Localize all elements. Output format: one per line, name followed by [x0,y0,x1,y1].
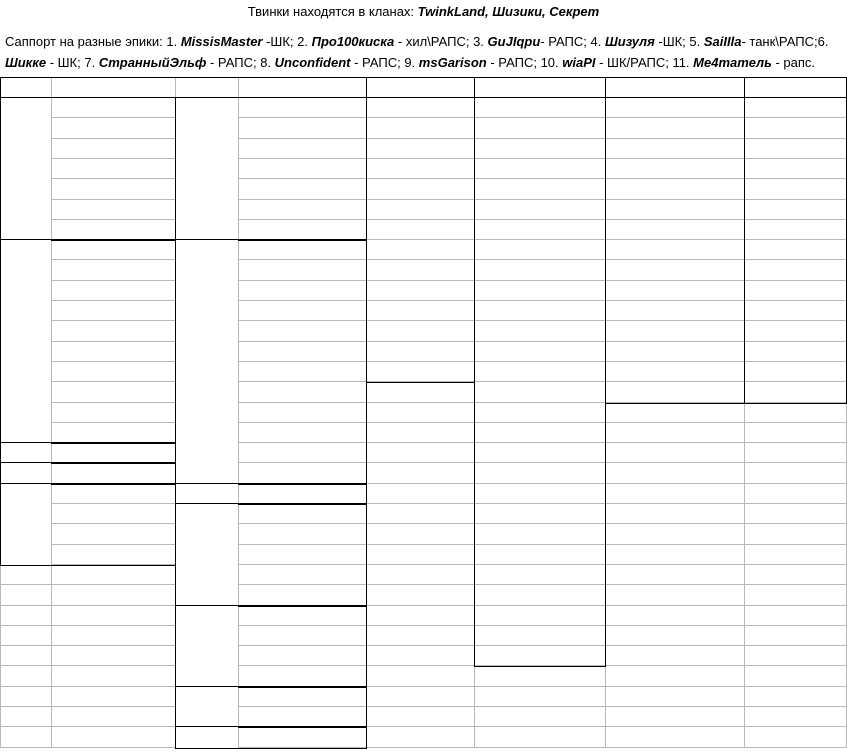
player-name [475,301,605,321]
grid-line [0,645,847,646]
player-name [239,727,366,747]
player-name [606,281,744,301]
player-name [52,98,175,118]
player-name [475,98,605,118]
player-name [239,321,366,341]
player-name [52,139,175,159]
player-name [606,220,744,240]
player-name [52,200,175,220]
player-name [239,524,366,544]
player-name [52,240,175,260]
player-name [52,382,175,402]
player-name [475,423,605,443]
support-role: - РАПС; [540,34,591,49]
support-role: - РАПС; [350,55,405,70]
player-name [239,118,366,138]
player-name [239,342,366,362]
player-name [475,545,605,565]
support-num: 8. [260,55,275,70]
grid-line [0,605,847,606]
group-label [3,240,51,443]
player-name [606,179,744,199]
player-name [745,301,846,321]
column-header-ak [0,78,175,97]
group-label [3,98,51,240]
support-player: GuJIqpu [487,34,541,49]
player-name [239,362,366,382]
player-name [239,200,366,220]
player-name [745,200,846,220]
player-name [52,301,175,321]
player-name [239,159,366,179]
player-name [367,342,474,362]
grid-line [0,665,847,666]
support-num: 3. [473,34,488,49]
player-name [475,585,605,605]
player-name [52,545,175,565]
player-name [475,159,605,179]
grid-line [0,706,847,707]
player-name [239,382,366,402]
player-name [745,260,846,280]
player-name [52,260,175,280]
player-name [239,504,366,524]
player-name [52,484,175,504]
player-name [475,179,605,199]
player-name [475,504,605,524]
player-name [475,200,605,220]
player-name [475,139,605,159]
player-name [239,463,366,483]
player-name [475,281,605,301]
player-name [745,179,846,199]
group-label [178,504,238,606]
player-name [367,301,474,321]
group-label [3,443,51,463]
player-name [475,463,605,483]
support-role: - РАПС; [206,55,261,70]
support-player: SaiIIla [703,34,742,49]
player-name [239,626,366,646]
player-name [745,139,846,159]
support-role: - хил\РАПС; [394,34,474,49]
player-name [239,606,366,626]
player-name [239,707,366,727]
player-name [367,200,474,220]
player-name [239,443,366,463]
player-name [239,139,366,159]
title-clans: TwinkLand, Шизики, Секрет [417,4,600,19]
player-name [745,382,846,402]
player-name [52,281,175,301]
clans-title [0,2,847,21]
player-name [367,362,474,382]
player-name [606,98,744,118]
player-name [606,159,744,179]
player-name [52,423,175,443]
player-name [475,484,605,504]
player-name [52,159,175,179]
grid-line [0,625,847,626]
group-label [3,463,51,484]
column-header-lilit [474,78,605,97]
support-role: - ШК; [46,55,85,70]
player-name [239,281,366,301]
support-role: -ШК; [262,34,298,49]
support-player: wiaPI [562,55,596,70]
player-name [239,545,366,565]
player-name [745,240,846,260]
player-name [52,443,175,463]
support-num: 2. [297,34,312,49]
player-name [745,342,846,362]
player-name [606,200,744,220]
grid-line [0,686,847,687]
player-name [52,504,175,524]
column-header-orfen [175,78,366,97]
player-name [52,362,175,382]
player-name [745,220,846,240]
grid-line [0,726,847,727]
player-name [745,159,846,179]
player-name [239,220,366,240]
support-player: Me4тaтeль [693,55,772,70]
player-name [367,159,474,179]
player-name [239,179,366,199]
player-name [475,524,605,544]
player-name [475,362,605,382]
player-name [52,463,175,483]
player-name [52,403,175,423]
player-name [367,98,474,118]
player-name [606,139,744,159]
support-note [5,31,843,73]
support-num: 7. [84,55,99,70]
player-name [239,240,366,260]
player-name [606,301,744,321]
player-name [475,342,605,362]
player-name [239,403,366,423]
support-player: Шизуля [604,34,655,49]
player-name [606,260,744,280]
player-name [239,301,366,321]
support-role: - РАПС; [486,55,541,70]
player-name [475,260,605,280]
support-role: - танк\РАПС; [741,34,818,49]
support-player: Про100киска [311,34,395,49]
support-player: Unconfident [274,55,351,70]
player-name [475,382,605,402]
player-name [367,260,474,280]
group-label [178,484,238,504]
support-player: MissisMaster [180,34,263,49]
player-name [367,118,474,138]
player-name [475,443,605,463]
player-name [239,423,366,443]
player-name [606,362,744,382]
player-name [606,118,744,138]
player-name [745,281,846,301]
player-name [239,646,366,666]
column-header-dragons [744,78,846,97]
player-name [239,666,366,686]
grid-line [0,584,847,585]
player-name [475,403,605,423]
group-label [178,98,238,240]
player-name [745,362,846,382]
player-name [745,321,846,341]
player-name [239,687,366,707]
player-name [367,321,474,341]
player-name [606,240,744,260]
player-name [475,626,605,646]
player-name [52,524,175,544]
group-label [178,727,238,748]
player-name [239,260,366,280]
player-name [52,118,175,138]
support-role: - ШК/РАПС; [595,55,673,70]
player-name [475,240,605,260]
player-name [239,565,366,585]
player-name [239,484,366,504]
player-name [367,281,474,301]
player-name [367,240,474,260]
support-num: 10. [540,55,563,70]
player-name [475,646,605,666]
support-intro: Саппорт на разные эпики: [5,34,167,49]
player-name [52,179,175,199]
player-name [475,606,605,626]
player-name [745,118,846,138]
player-name [239,585,366,605]
player-name [367,220,474,240]
player-name [475,565,605,585]
group-label [178,240,238,484]
support-num: 6. [817,34,829,49]
grid-line [0,747,847,748]
support-role: - рапс. [771,55,816,70]
group-label [178,606,238,687]
support-player: СтранныйЭльф [98,55,207,70]
group-label [3,484,51,565]
player-name [475,118,605,138]
support-num: 11. [672,55,694,70]
player-name [52,321,175,341]
player-name [606,382,744,402]
player-name [367,179,474,199]
player-name [475,220,605,240]
column-header-baium [366,78,474,97]
support-num: 4. [590,34,605,49]
player-name [239,98,366,118]
support-num: 5. [689,34,704,49]
player-name [745,98,846,118]
support-num: 1. [166,34,181,49]
player-name [367,139,474,159]
column-header-anakim [605,78,744,97]
support-num: 9. [404,55,419,70]
title-prefix: Твинки находятся в кланах: [247,4,418,19]
player-name [475,321,605,341]
support-player: msGarison [418,55,487,70]
support-player: Шикке [5,55,47,70]
support-role: -ШК; [654,34,690,49]
player-name [606,342,744,362]
player-name [52,220,175,240]
player-name [606,321,744,341]
group-label [178,687,238,727]
player-name [52,342,175,362]
